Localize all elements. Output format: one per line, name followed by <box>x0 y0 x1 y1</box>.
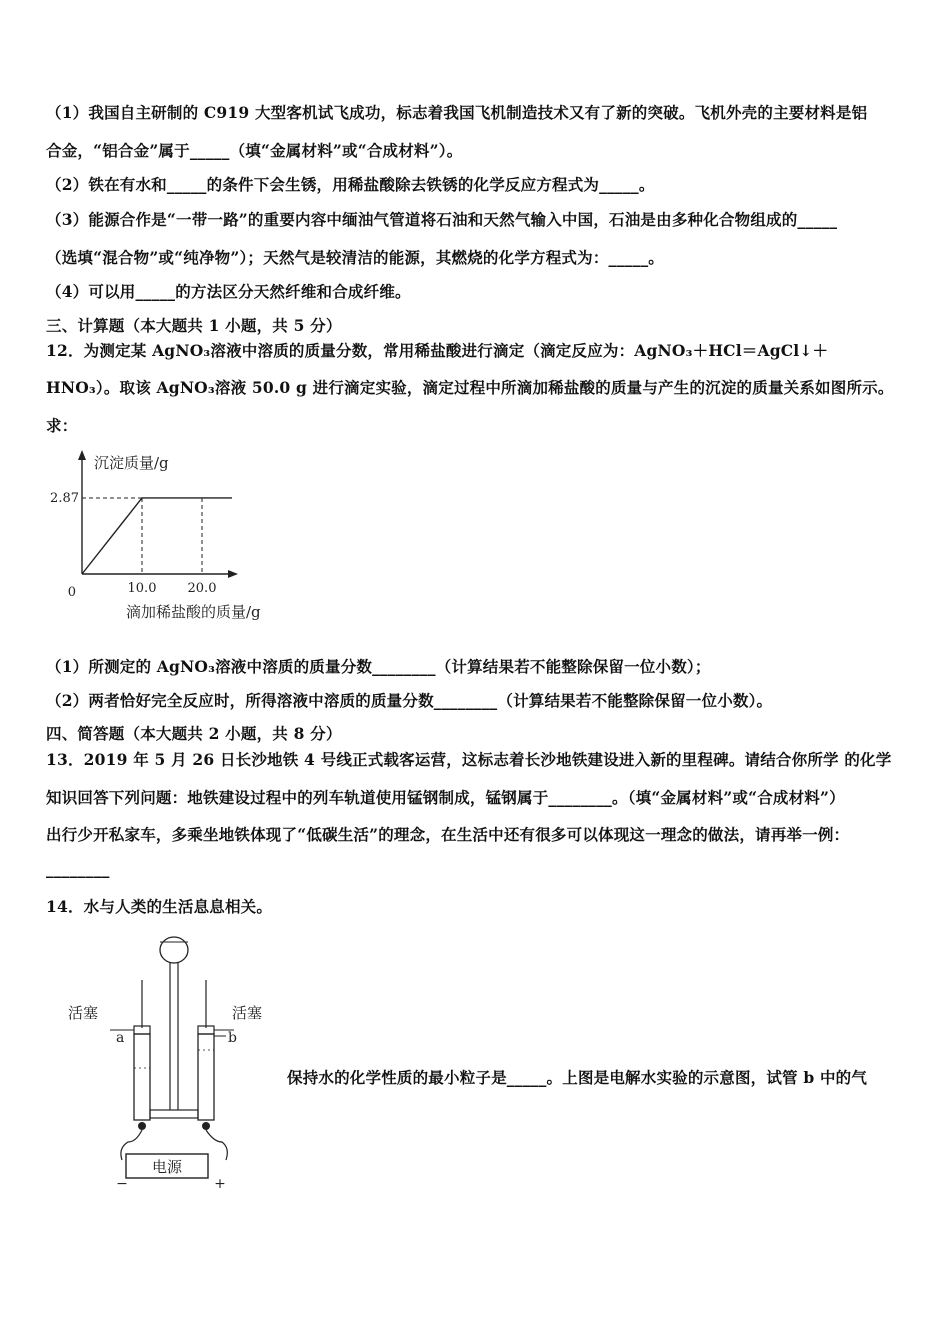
electrode-b <box>202 1122 210 1130</box>
x-axis-arrow <box>228 570 238 578</box>
chart-svg <box>46 448 286 628</box>
tube-b <box>198 1034 214 1120</box>
wire-right <box>206 1130 227 1160</box>
q12-sub1: （1）所测定的 AgNO₃溶液中溶质的质量分数________（计算结果若不能整除保留一位小数）； <box>46 657 711 676</box>
q12-line2: HNO₃）。取该 AgNO₃溶液 50.0 g 进行滴定实验，滴定过程中所滴加稀盐酸的质量与产生的沉淀的质量关系如图所示。 <box>46 378 894 397</box>
y-axis-arrow <box>78 450 86 460</box>
series-line <box>82 498 232 574</box>
power-label: 电源 <box>151 1158 183 1176</box>
q11-part4: （4）可以用_____的方法区分天然纤维和合成纤维。 <box>46 282 411 301</box>
connecting-tube <box>150 1110 198 1118</box>
q13-line4: ________ <box>46 859 110 878</box>
wire-left <box>121 1130 142 1160</box>
section3-heading: 三、计算题（本大题共 1 小题，共 5 分） <box>46 316 342 335</box>
funnel-bulb <box>160 937 188 963</box>
electrolysis-apparatus <box>66 930 276 1190</box>
q11-part3-line2: （选填“混合物”或“纯净物”）；天然气是较清洁的能源，其燃烧的化学方程式为：_____。 <box>46 248 664 267</box>
q11-part1-line2: 合金，“铝合金”属于_____（填“金属材料”或“合成材料”）。 <box>46 141 463 160</box>
left-valve-label: 活塞 <box>68 1004 99 1022</box>
q13-line3: 出行少开私家车，多乘坐地铁体现了“低碳生活”的理念，在生活中还有很多可以体现这一理念的做法，请再举一例： <box>46 825 850 844</box>
q13-line2: 知识回答下列问题：地铁建设过程中的列车轨道使用锰钢制成，锰钢属于________。（填“金属材料”或“合成材料”） <box>46 788 845 807</box>
q11-part1-line1: （1）我国自主研制的 C919 大型客机试飞成功，标志着我国飞机制造技术又有了新的突破。飞机外壳的主要材料是铝 <box>46 103 868 122</box>
origin-label: 0 <box>67 585 76 600</box>
apparatus-svg <box>66 930 276 1190</box>
x-tick-label: 10.0 <box>127 581 157 596</box>
y-tick-label: 2.87 <box>50 490 79 506</box>
tube-a-label: a <box>116 1030 125 1046</box>
electrode-a <box>138 1122 146 1130</box>
tube-b-label: b <box>228 1030 237 1046</box>
q11-part2: （2）铁在有水和_____的条件下会生锈，用稀盐酸除去铁锈的化学反应方程式为_____。 <box>46 175 655 194</box>
q12-line1: 12．为测定某 AgNO₃溶液中溶质的质量分数，常用稀盐酸进行滴定（滴定反应为：AgNO₃＋HCl＝AgCl↓＋ <box>46 341 829 360</box>
q11-part3-line1: （3）能源合作是“一带一路”的重要内容中缅油气管道将石油和天然气输入中国，石油是由多种化合物组成的_____ <box>46 210 838 229</box>
positive-terminal: + <box>214 1176 226 1190</box>
q14-line1: 14．水与人类的生活息息相关。 <box>46 897 273 916</box>
y-axis-label: 沉淀质量/g <box>94 454 169 472</box>
negative-terminal: − <box>116 1176 128 1190</box>
chart-marks <box>82 498 232 574</box>
precipitate-chart <box>46 448 286 628</box>
tube-a <box>134 1034 150 1120</box>
section4-heading: 四、简答题（本大题共 2 小题，共 8 分） <box>46 724 342 743</box>
x-tick-label: 20.0 <box>187 581 217 596</box>
q14-text: 保持水的化学性质的最小粒子是_____。上图是电解水实验的示意图，试管 b 中的气 <box>287 1068 868 1087</box>
q12-line3: 求： <box>46 416 78 435</box>
q13-line1: 13．2019 年 5 月 26 日长沙地铁 4 号线正式载客运营，这标志着长沙地铁建设进入新的里程碑。请结合你所学 的化学 <box>46 750 892 769</box>
q12-sub2: （2）两者恰好完全反应时，所得溶液中溶质的质量分数________（计算结果若不能整除保留一位小数）。 <box>46 691 773 710</box>
x-axis-label: 滴加稀盐酸的质量/g <box>126 603 261 621</box>
right-valve-label: 活塞 <box>232 1004 263 1022</box>
